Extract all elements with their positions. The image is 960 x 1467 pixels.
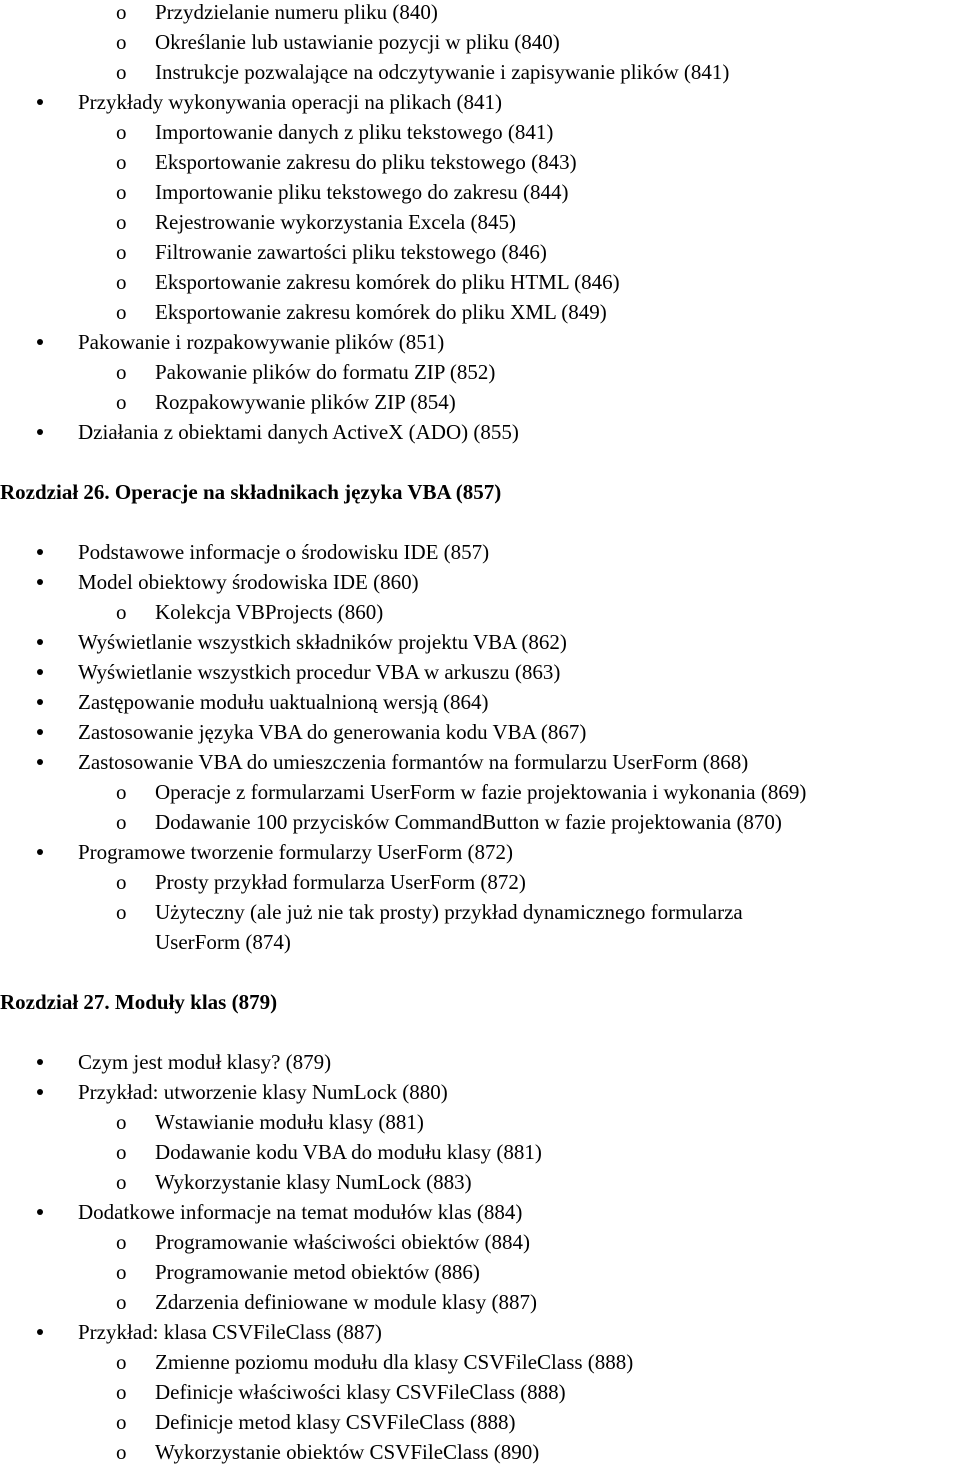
- chapter-title: Rozdział 26. Operacje na składnikach języka VBA (857): [0, 480, 502, 504]
- sub-bullet-icon: o: [116, 150, 127, 174]
- list-subitem-label: Eksportowanie zakresu komórek do pliku XML (849): [155, 300, 607, 324]
- sub-bullet-icon: o: [116, 0, 127, 24]
- list-item-label: Podstawowe informacje o środowisku IDE (857): [78, 540, 490, 564]
- sub-bullet-icon: o: [116, 1440, 127, 1464]
- list-item-label: Dodatkowe informacje na temat modułów klas (884): [78, 1200, 523, 1224]
- list-subitem-label: Definicje właściwości klasy CSVFileClass (888): [155, 1380, 566, 1404]
- sub-bullet-icon: o: [116, 1170, 127, 1194]
- bullet-icon: [37, 1089, 43, 1095]
- list-item-label: Przykłady wykonywania operacji na plikach (841): [78, 90, 502, 114]
- sub-bullet-icon: o: [116, 780, 127, 804]
- sub-bullet-icon: o: [116, 300, 127, 324]
- bullet-icon: [37, 639, 43, 645]
- list-subitem-label: Rejestrowanie wykorzystania Excela (845): [155, 210, 516, 234]
- bullet-icon: [37, 99, 43, 105]
- list-subitem-label: Pakowanie plików do formatu ZIP (852): [155, 360, 496, 384]
- list-subitem-label: Prosty przykład formularza UserForm (872): [155, 870, 526, 894]
- bullet-icon: [37, 699, 43, 705]
- list-subitem-label: Operacje z formularzami UserForm w fazie projektowania i wykonania (869): [155, 780, 807, 804]
- list-item-label: Pakowanie i rozpakowywanie plików (851): [78, 330, 445, 354]
- bullet-icon: [37, 579, 43, 585]
- list-subitem-label: Określanie lub ustawianie pozycji w pliku (840): [155, 30, 560, 54]
- list-subitem-label: Importowanie pliku tekstowego do zakresu (844): [155, 180, 569, 204]
- sub-bullet-icon: o: [116, 900, 127, 924]
- list-subitem-label: Wykorzystanie obiektów CSVFileClass (890): [155, 1440, 540, 1464]
- sub-bullet-icon: o: [116, 120, 127, 144]
- sub-bullet-icon: o: [116, 60, 127, 84]
- chapter-title: Rozdział 27. Moduły klas (879): [0, 990, 278, 1014]
- list-subitem-label: Dodawanie kodu VBA do modułu klasy (881): [155, 1140, 542, 1164]
- sub-bullet-icon: o: [116, 1380, 127, 1404]
- sub-bullet-icon: o: [116, 30, 127, 54]
- sub-bullet-icon: o: [116, 810, 127, 834]
- list-item-label: Programowe tworzenie formularzy UserForm (872): [78, 840, 514, 864]
- list-item-label: Wyświetlanie wszystkich składników projektu VBA (862): [78, 630, 567, 654]
- sub-bullet-icon: o: [116, 870, 127, 894]
- list-item-label: Model obiektowy środowiska IDE (860): [78, 570, 419, 594]
- list-subitem-label: Wykorzystanie klasy NumLock (883): [155, 1170, 472, 1194]
- bullet-icon: [37, 339, 43, 345]
- bullet-icon: [37, 729, 43, 735]
- bullet-icon: [37, 669, 43, 675]
- list-subitem-label: Kolekcja VBProjects (860): [155, 600, 384, 624]
- bullet-icon: [37, 549, 43, 555]
- list-subitem-label: Filtrowanie zawartości pliku tekstowego (846): [155, 240, 547, 264]
- list-item-label: Zastępowanie modułu uaktualnioną wersją (864): [78, 690, 489, 714]
- list-subitem-label: Rozpakowywanie plików ZIP (854): [155, 390, 456, 414]
- sub-bullet-icon: o: [116, 270, 127, 294]
- sub-bullet-icon: o: [116, 1230, 127, 1254]
- list-subitem-label: Programowanie właściwości obiektów (884): [155, 1230, 530, 1254]
- sub-bullet-icon: o: [116, 210, 127, 234]
- sub-bullet-icon: o: [116, 1290, 127, 1314]
- list-item-label: Działania z obiektami danych ActiveX (ADO) (855): [78, 420, 519, 444]
- list-item-label: Zastosowanie języka VBA do generowania kodu VBA (867): [78, 720, 587, 744]
- list-subitem-label: UserForm (874): [155, 930, 291, 954]
- list-subitem-label: Przydzielanie numeru pliku (840): [155, 0, 438, 24]
- bullet-icon: [37, 759, 43, 765]
- list-subitem-label: Eksportowanie zakresu do pliku tekstowego (843): [155, 150, 577, 174]
- sub-bullet-icon: o: [116, 180, 127, 204]
- list-subitem-label: Wstawianie modułu klasy (881): [155, 1110, 424, 1134]
- sub-bullet-icon: o: [116, 240, 127, 264]
- list-subitem-label: Instrukcje pozwalające na odczytywanie i zapisywanie plików (841): [155, 60, 730, 84]
- list-item-label: Wyświetlanie wszystkich procedur VBA w arkuszu (863): [78, 660, 561, 684]
- bullet-icon: [37, 429, 43, 435]
- sub-bullet-icon: o: [116, 360, 127, 384]
- list-subitem-label: Użyteczny (ale już nie tak prosty) przykład dynamicznego formularza: [155, 900, 743, 924]
- sub-bullet-icon: o: [116, 1410, 127, 1434]
- list-subitem-label: Importowanie danych z pliku tekstowego (841): [155, 120, 554, 144]
- list-subitem-label: Dodawanie 100 przycisków CommandButton w fazie projektowania (870): [155, 810, 782, 834]
- sub-bullet-icon: o: [116, 1350, 127, 1374]
- list-subitem-label: Eksportowanie zakresu komórek do pliku HTML (846): [155, 270, 620, 294]
- list-item-label: Przykład: klasa CSVFileClass (887): [78, 1320, 382, 1344]
- bullet-icon: [37, 849, 43, 855]
- list-item-label: Czym jest moduł klasy? (879): [78, 1050, 332, 1074]
- sub-bullet-icon: o: [116, 1110, 127, 1134]
- sub-bullet-icon: o: [116, 1260, 127, 1284]
- sub-bullet-icon: o: [116, 1140, 127, 1164]
- list-subitem-label: Zmienne poziomu modułu dla klasy CSVFileClass (888): [155, 1350, 634, 1374]
- list-item-label: Zastosowanie VBA do umieszczenia formantów na formularzu UserForm (868): [78, 750, 749, 774]
- sub-bullet-icon: o: [116, 600, 127, 624]
- list-subitem-label: Definicje metod klasy CSVFileClass (888): [155, 1410, 516, 1434]
- bullet-icon: [37, 1329, 43, 1335]
- sub-bullet-icon: o: [116, 390, 127, 414]
- list-subitem-label: Zdarzenia definiowane w module klasy (887): [155, 1290, 537, 1314]
- bullet-icon: [37, 1209, 43, 1215]
- bullet-icon: [37, 1059, 43, 1065]
- list-item-label: Przykład: utworzenie klasy NumLock (880): [78, 1080, 448, 1104]
- list-subitem-label: Programowanie metod obiektów (886): [155, 1260, 480, 1284]
